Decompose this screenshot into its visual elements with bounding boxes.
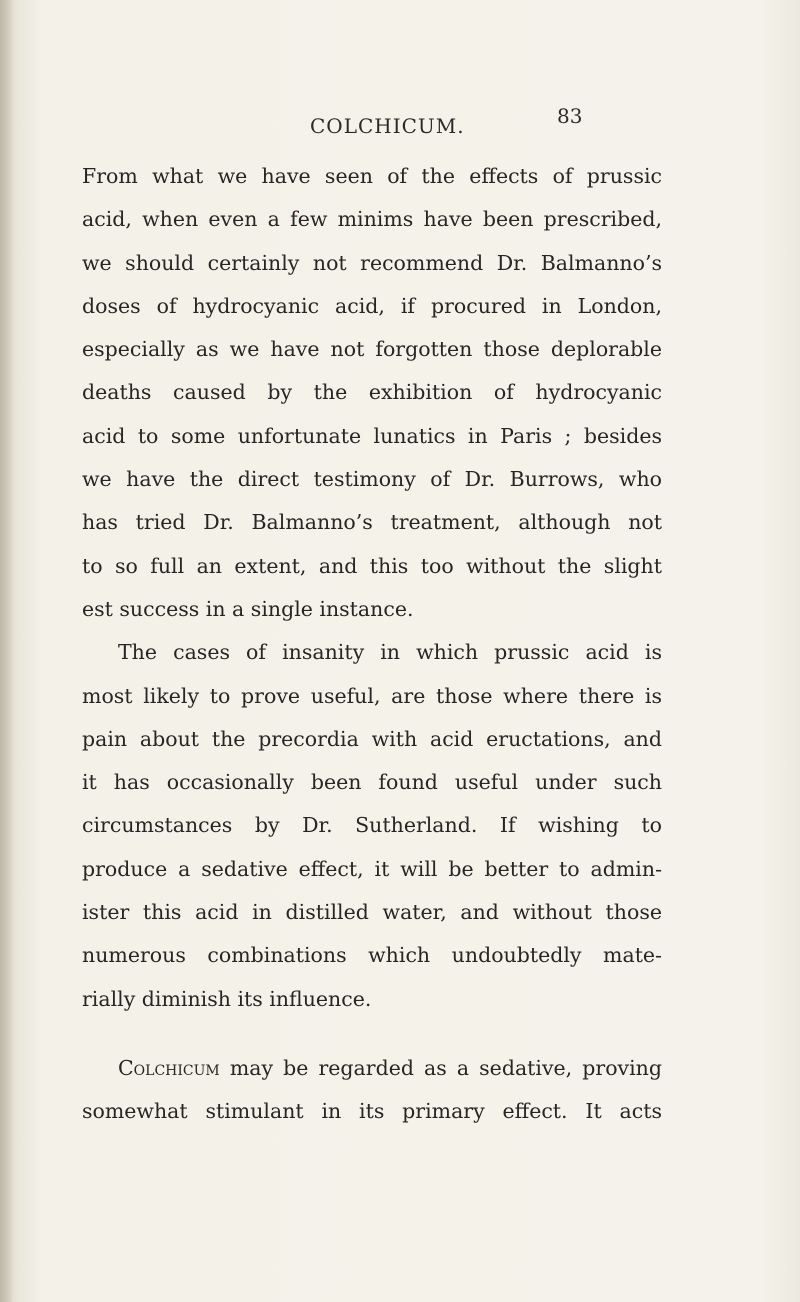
page-header (0, 104, 800, 144)
text-line: From what we have seen of the effects of prussic (82, 164, 662, 188)
paragraph-colchicum (82, 1047, 662, 1134)
page-number: 83 (557, 104, 583, 128)
paragraph-gap (82, 1021, 662, 1047)
text-line: ister this acid in distilled water, and without those (82, 900, 662, 925)
text-line: it has occasionally been found useful under such (82, 770, 662, 795)
text-line: pain about the precordia with acid eructations, and (82, 726, 662, 751)
text-line: circumstances by Dr. Sutherland. If wishing to (82, 813, 662, 838)
text-line: we should certainly not recommend Dr. Balmanno’s (82, 250, 662, 275)
running-head: COLCHICUM. (310, 114, 465, 138)
text-line: has tried Dr. Balmanno’s treatment, although not (82, 510, 662, 535)
text-line: doses of hydrocyanic acid, if procured in London, (82, 293, 662, 318)
text-line: est success in a single instance. (82, 596, 414, 621)
paragraph-insanity-cases (82, 631, 662, 1021)
text-line: we have the direct testimony of Dr. Burrows, who (82, 467, 662, 492)
text-line: numerous combinations which undoubtedly mate- (82, 943, 662, 968)
text-line: to so full an extent, and this too without the slight (82, 553, 662, 578)
page-gutter-shadow (0, 0, 14, 1302)
text-line: most likely to prove useful, are those where there is (82, 683, 662, 708)
text-line: acid to some unfortunate lunatics in Paris ; besides (82, 423, 662, 448)
text-line: especially as we have not forgotten those deplorable (82, 337, 662, 362)
text-line: produce a sedative effect, it will be better to admin- (82, 856, 662, 881)
text-line: rially diminish its influence. (82, 986, 372, 1011)
body-text (82, 155, 662, 1134)
text-line-continuation: may be regarded as a sedative, proving (219, 1055, 662, 1080)
text-line: acid, when even a few minims have been prescribed, (82, 207, 662, 232)
paragraph-prussic-acid (82, 155, 662, 631)
section-lead-word: Colchicum (118, 1055, 220, 1080)
text-line: deaths caused by the exhibition of hydrocyanic (82, 380, 662, 405)
text-line: somewhat stimulant in its primary effect. It acts (82, 1099, 662, 1124)
text-line (82, 1047, 662, 1090)
text-line: The cases of insanity in which prussic acid is (118, 640, 662, 665)
